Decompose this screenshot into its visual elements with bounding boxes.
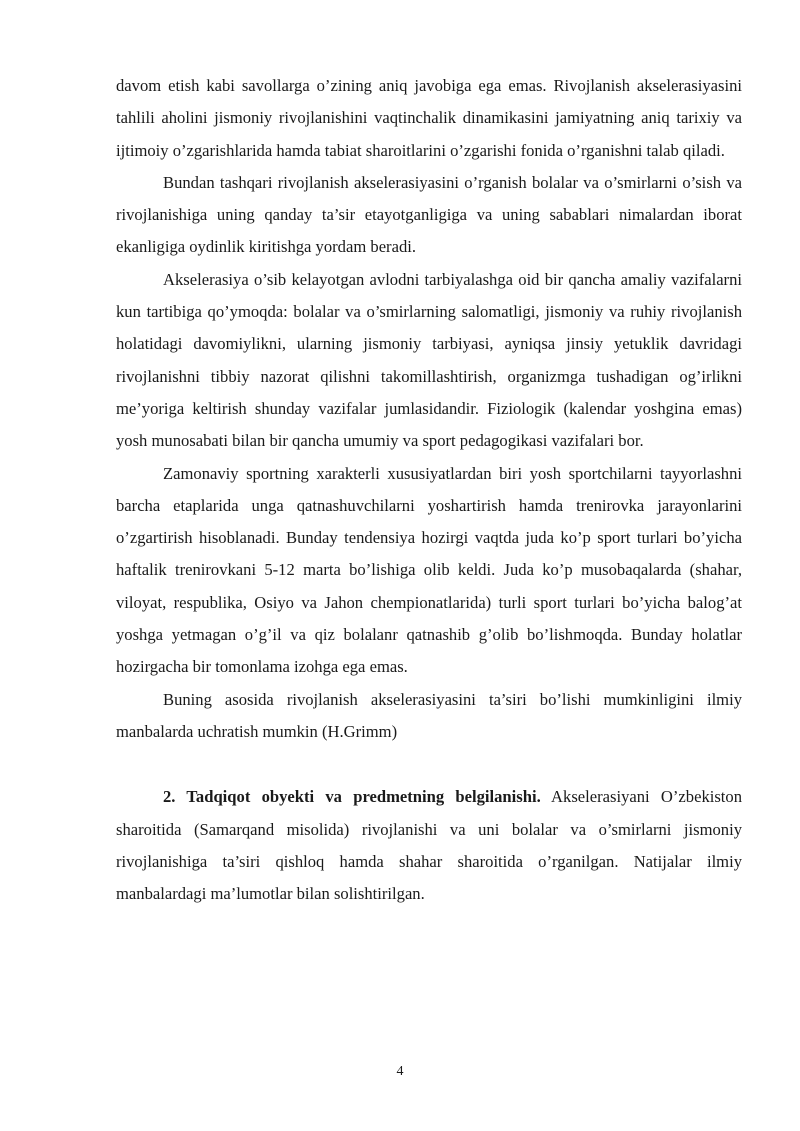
paragraph-1: davom etish kabi savollarga o’zining aniq javobiga ega emas. Rivojlanish akselerasiyasini tahlili aholini jismoniy rivojlanishini vaqtinchalik dinamikasini jamiyatning aniq tarixiy va ijtimoiy o’zgarishlarida hamda tabiat sharoitlarini o’zgarishi fonida o’rganishni talab qiladi. [116,76,742,160]
section-text: Akselerasiyani O’zbekiston sharoitida (Samarqand misolida) rivojlanishi va uni bolalar va o’smirlarni jismoniy rivojlanishiga ta’siri qishloq hamda shahar sharoitida o’rganilgan. Natijalar ilmiy manbalardagi ma’lumotlar bilan solishtirilgan. [116,787,743,904]
page-number: 4 [396,1064,404,1079]
paragraph-5: Buning asosida rivojlanish akselerasiyasini ta’siri bo’lishi mumkinligini ilmiy manbalarda uchratish mumkin (H.Grimm) [116,689,742,741]
document-page [116,70,742,910]
section-spacer [116,748,742,781]
paragraph-4: Zamonaviy sportning xarakterli xususiyatlardan biri yosh sportchilarni tayyorlashni barcha etaplarida unga qatnashuvchilarni yoshartirish hamda trenirovka jarayonlarini o’zgartirish hisoblanadi. Bunday tendensiya hozirgi vaqtda juda ko’p sport turlari bo’yicha haftalik trenirovkani 5-12 marta bo’lishiga olib keldi. Juda ko’p musobaqalarda (shahar, viloyat, respublika, Osiyo va Jahon chempionatlarida) turli sport turlari bo’yicha balog’at yoshga yetmagan o’g’il va qiz bolalanr qatnashib g’olib bo’lishmoqda. Bunday holatlar hozirgacha bir tomonlama izohga ega emas. [116,463,742,677]
paragraph-3: Akselerasiya o’sib kelayotgan avlodni tarbiyalashga oid bir qancha amaliy vazifalarni kun tartibiga qo’ymoqda: bolalar va o’smirlarning salomatligi, jismoniy va ruhiy rivojlanish holatidagi davomiylikni, ularning jismoniy tarbiyasi, ayniqsa jinsiy yetuklik davridagi rivojlanishni tibbiy nazorat qilishni takomillashtirish, organizmga tushadigan og’irlikni me’yoriga keltirish shunday vazifalar jumlasidandir. Fiziologik (kalendar yoshgina emas) yosh munosabati bilan bir qancha umumiy va sport pedagogikasi vazifalari bor. [116,269,742,451]
section-paragraph [116,781,742,910]
section-heading: 2. Tadqiqot obyekti va predmetning belgilanishi. [163,787,541,807]
paragraph-2: Bundan tashqari rivojlanish akselerasiyasini o’rganish bolalar va o’smirlarni o’sish va rivojlanishiga uning qanday ta’sir etayotganligiga va uning sabablari nimalardan iborat ekanligiga oydinlik kiritishga yordam beradi. [116,172,742,257]
